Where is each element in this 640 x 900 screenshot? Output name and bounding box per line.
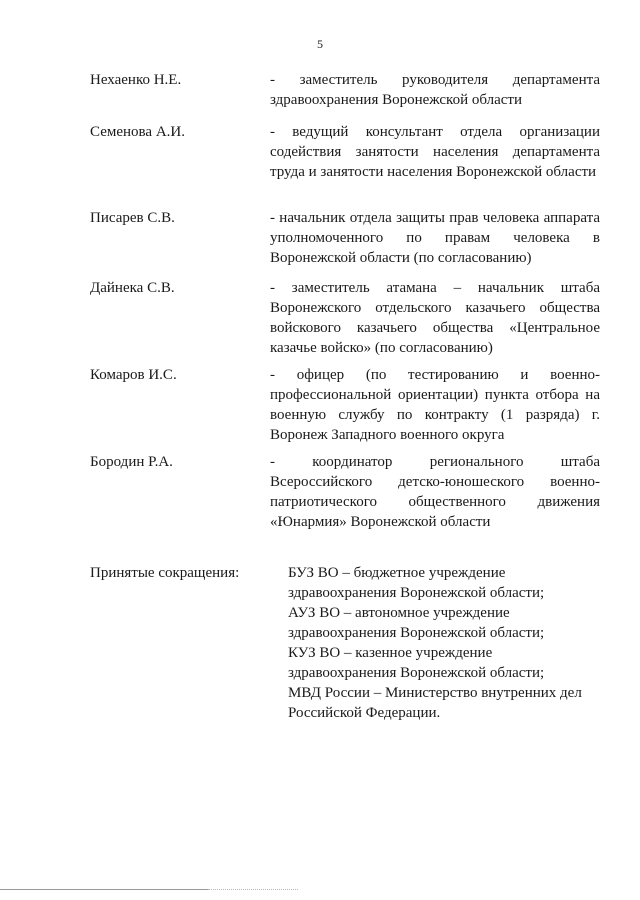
member-role: - офицер (по тестированию и военно-профессиональной ориентации) пункта отбора на военную службу по контракту (1 разряда) г. Воронеж Западного военного округа	[270, 367, 600, 443]
member-name: Бородин Р.А.	[90, 454, 173, 470]
member-name: Комаров И.С.	[90, 367, 177, 383]
abbreviations-label: Принятые сокращения:	[90, 565, 240, 581]
abbreviation-line: Российской Федерации.	[288, 705, 441, 721]
abbreviations-list	[288, 563, 608, 723]
page-number: 5	[317, 37, 323, 51]
member-role: - заместитель атамана – начальник штаба Воронежского отдельского казачьего общества войскового казачьего общества «Центральное казачье войско» (по согласованию)	[270, 280, 600, 356]
member-role: - координатор регионального штаба Всероссийского детско-юношеского военно-патриотического общественного движения «Юнармия» Воронежской области	[270, 454, 600, 530]
abbreviation-line: здравоохранения Воронежской области;	[288, 665, 545, 681]
member-name: Семенова А.И.	[90, 124, 185, 140]
member-role: - начальник отдела защиты прав человека аппарата уполномоченного по правам человека в Воронежской области (по согласованию)	[270, 210, 600, 266]
abbreviation-line: здравоохранения Воронежской области;	[288, 585, 545, 601]
abbreviation-line: БУЗ ВО – бюджетное учреждение	[288, 565, 506, 581]
abbreviation-line: АУЗ ВО – автономное учреждение	[288, 605, 510, 621]
footer-rule-dotted	[208, 889, 298, 890]
abbreviation-line: здравоохранения Воронежской области;	[288, 625, 545, 641]
member-name: Дайнека С.В.	[90, 280, 175, 296]
member-role: - ведущий консультант отдела организации содействия занятости населения департамента труда и занятости населения Воронежской области	[270, 124, 600, 180]
member-name: Нехаенко Н.Е.	[90, 72, 182, 88]
member-role: - заместитель руководителя департамента здравоохранения Воронежской области	[270, 72, 600, 108]
abbreviation-line: МВД России – Министерство внутренних дел	[288, 685, 582, 701]
footer-rule	[0, 889, 208, 890]
abbreviation-line: КУЗ ВО – казенное учреждение	[288, 645, 493, 661]
member-name: Писарев С.В.	[90, 210, 175, 226]
